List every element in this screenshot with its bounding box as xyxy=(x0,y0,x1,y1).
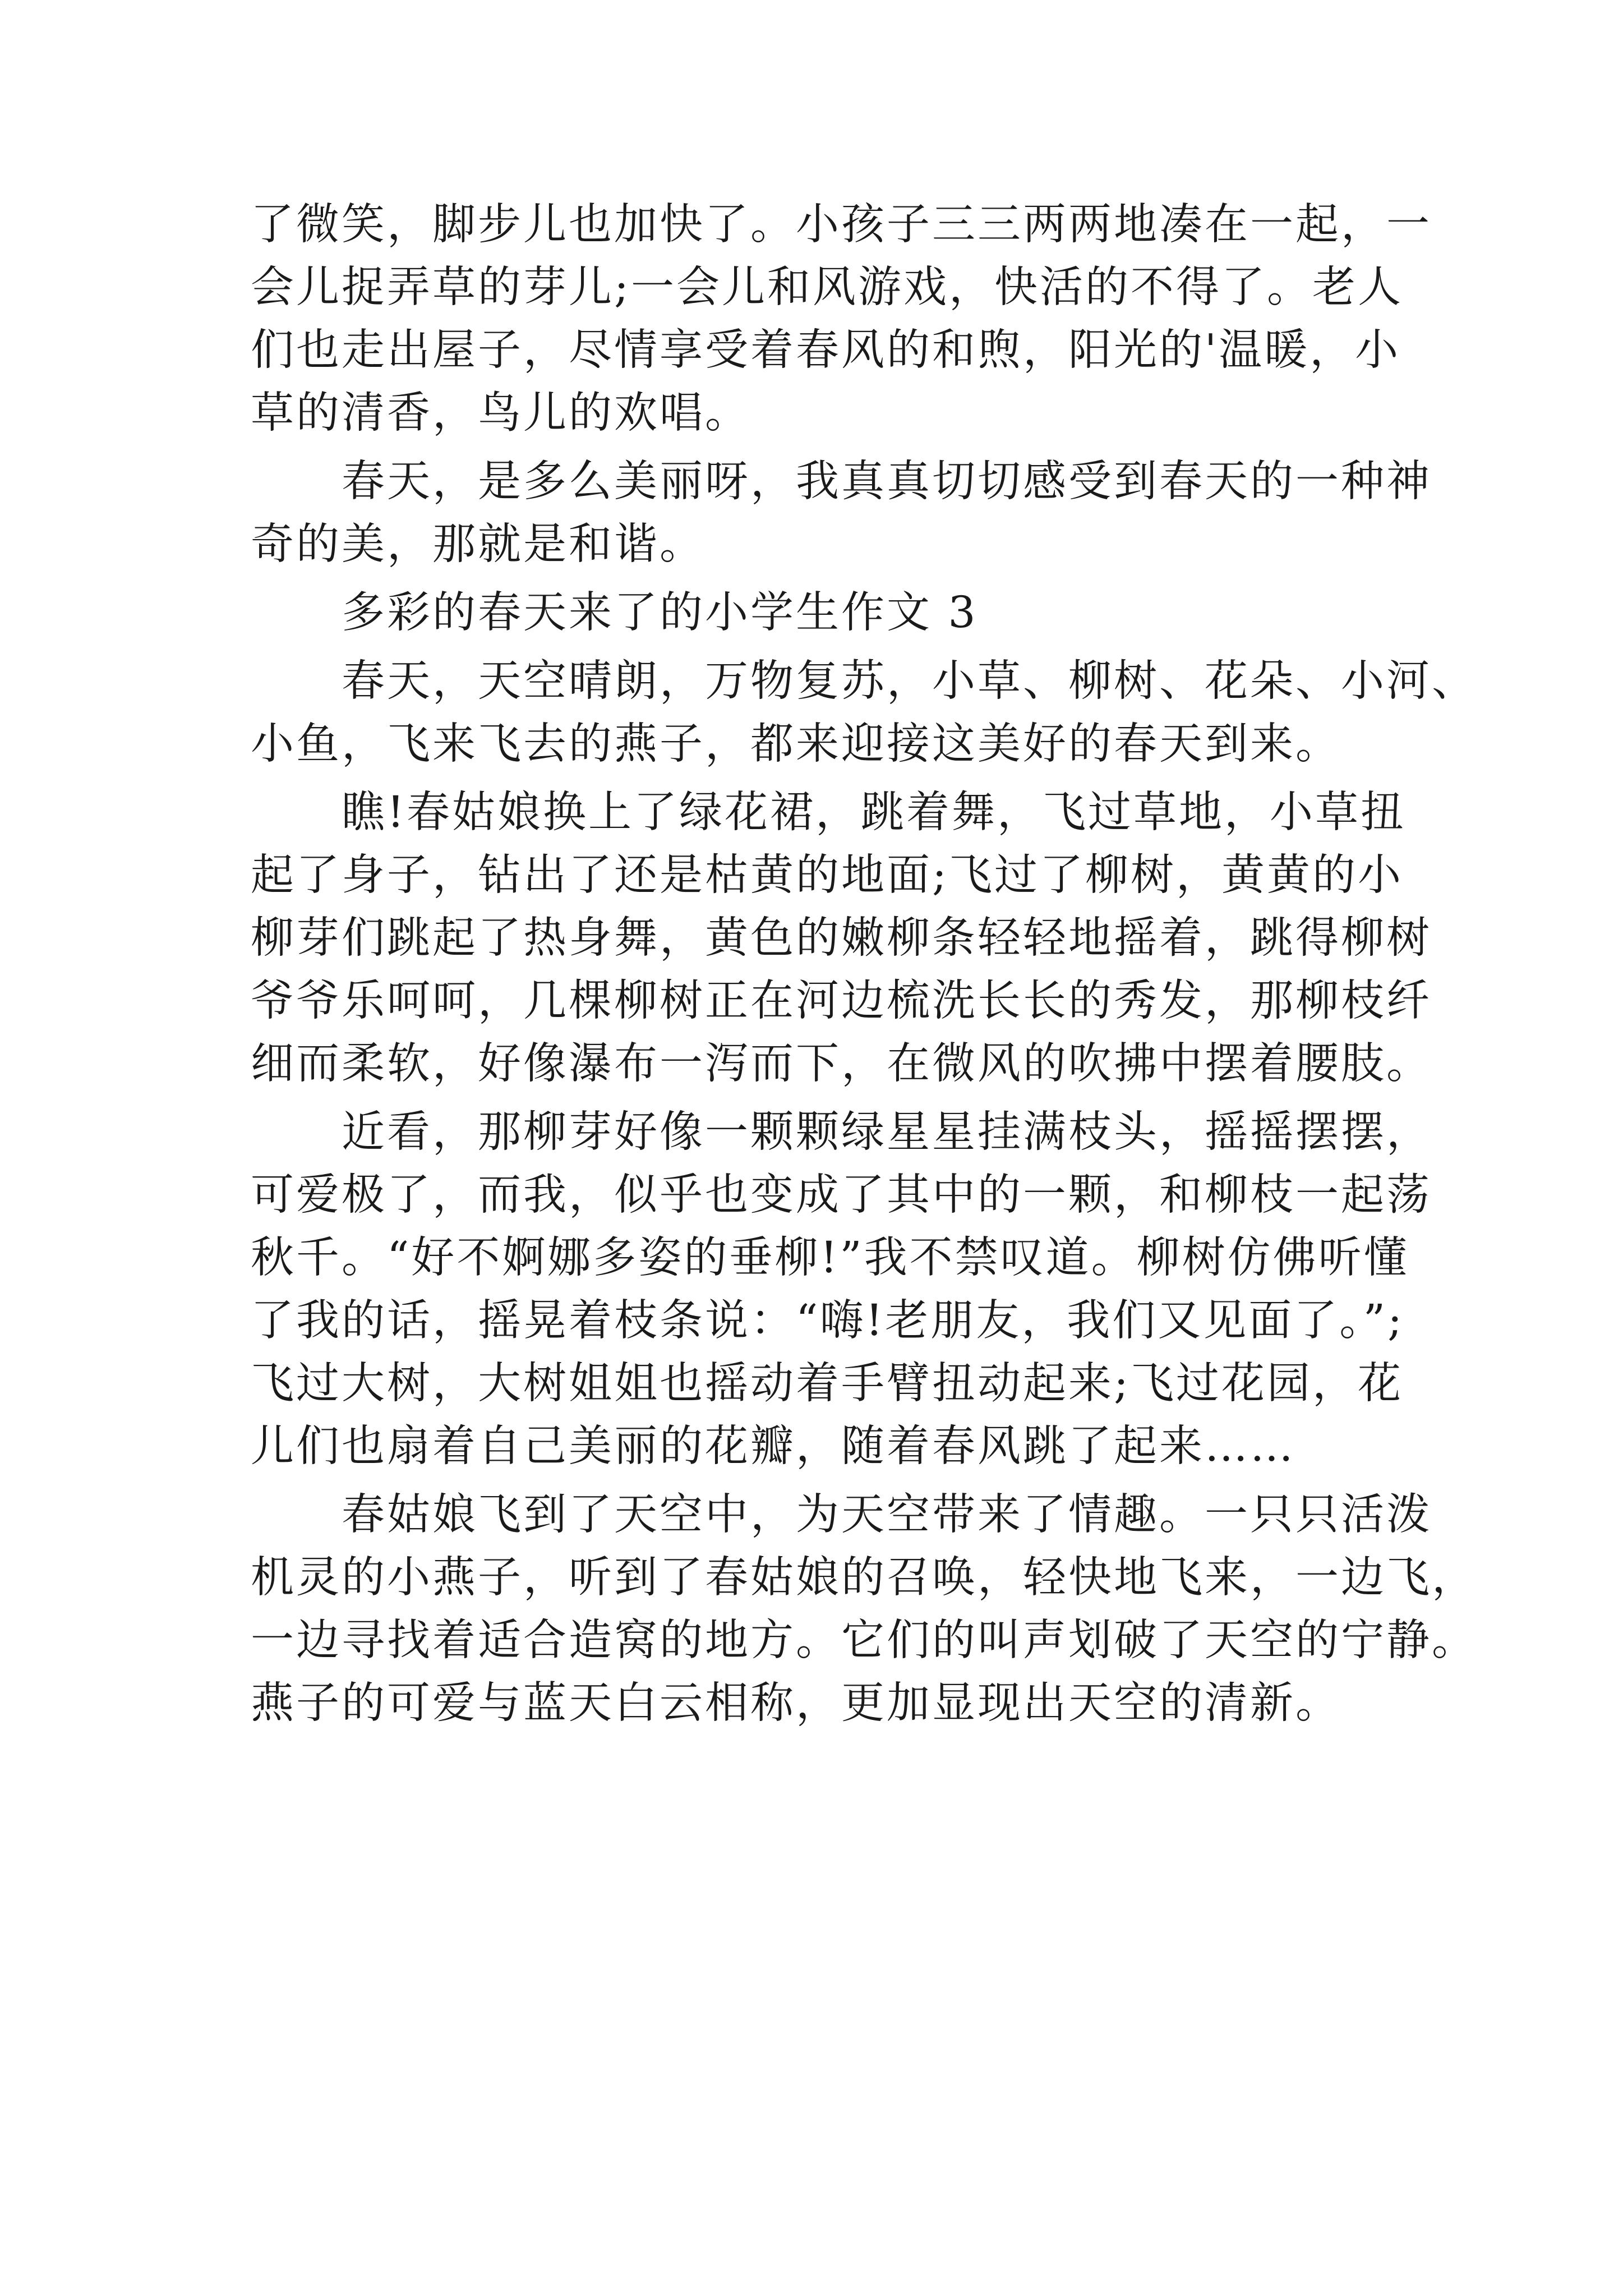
text-line: 奇的美，那就是和谐。 xyxy=(251,519,705,569)
text-line: 草的清香，鸟儿的欢唱。 xyxy=(251,388,750,438)
paragraph-first-line: 春天，是多么美丽呀，我真真切切感受到春天的一种神 xyxy=(342,457,1432,507)
text-line: 们也走出屋子，尽情享受着春风的和煦，阳光的'温暖，小 xyxy=(251,325,1401,375)
text-line: 了微笑，脚步儿也加快了。小孩子三三两两地凑在一起，一 xyxy=(251,200,1432,250)
text-line: 起了身子，钻出了还是枯黄的地面;飞过了柳树，黄黄的小 xyxy=(251,850,1403,900)
text-line: 燕子的可爱与蓝天白云相称，更加显现出天空的清新。 xyxy=(251,1678,1341,1728)
paragraph-first-line: 春天，天空晴朗，万物复苏，小草、柳树、花朵、小河、 xyxy=(342,656,1477,706)
section-heading: 多彩的春天来了的小学生作文 3 xyxy=(342,588,978,638)
text-line: 柳芽们跳起了热身舞，黄色的嫩柳条轻轻地摇着，跳得柳树 xyxy=(251,913,1432,963)
text-line: 会儿捉弄草的芽儿;一会儿和风游戏，快活的不得了。老人 xyxy=(251,263,1403,312)
text-line: 儿们也扇着自己美丽的花瓣，随着春风跳了起来…… xyxy=(251,1421,1295,1471)
text-line: 可爱极了，而我，似乎也变成了其中的一颗，和柳枝一起荡 xyxy=(251,1170,1432,1220)
text-line: 一边寻找着适合造窝的地方。它们的叫声划破了天空的宁静。 xyxy=(251,1616,1477,1665)
paragraph-first-line: 春姑娘飞到了天空中，为天空带来了情趣。一只只活泼 xyxy=(342,1490,1432,1540)
text-line: 了我的话，摇晃着枝条说：“嗨!老朋友，我们又见面了。”; xyxy=(251,1296,1405,1346)
text-line: 小鱼，飞来飞去的燕子，都来迎接这美好的春天到来。 xyxy=(251,719,1341,769)
text-line: 飞过大树，大树姐姐也摇动着手臂扭动起来;飞过花园，花 xyxy=(251,1359,1403,1409)
text-line: 爷爷乐呵呵，几棵柳树正在河边梳洗长长的秀发，那柳枝纤 xyxy=(251,976,1432,1026)
text-line: 秋千。“好不婀娜多姿的垂柳!”我不禁叹道。柳树仿佛听懂 xyxy=(251,1233,1409,1283)
paragraph-first-line: 瞧!春姑娘换上了绿花裙，跳着舞，飞过草地，小草扭 xyxy=(342,788,1406,838)
paragraph-first-line: 近看，那柳芽好像一颗颗绿星星挂满枝头，摇摇摆摆， xyxy=(342,1107,1432,1157)
text-line: 机灵的小燕子，听到了春姑娘的召唤，轻快地飞来，一边飞， xyxy=(251,1553,1477,1603)
text-line: 细而柔软，好像瀑布一泻而下，在微风的吹拂中摆着腰肢。 xyxy=(251,1039,1432,1089)
